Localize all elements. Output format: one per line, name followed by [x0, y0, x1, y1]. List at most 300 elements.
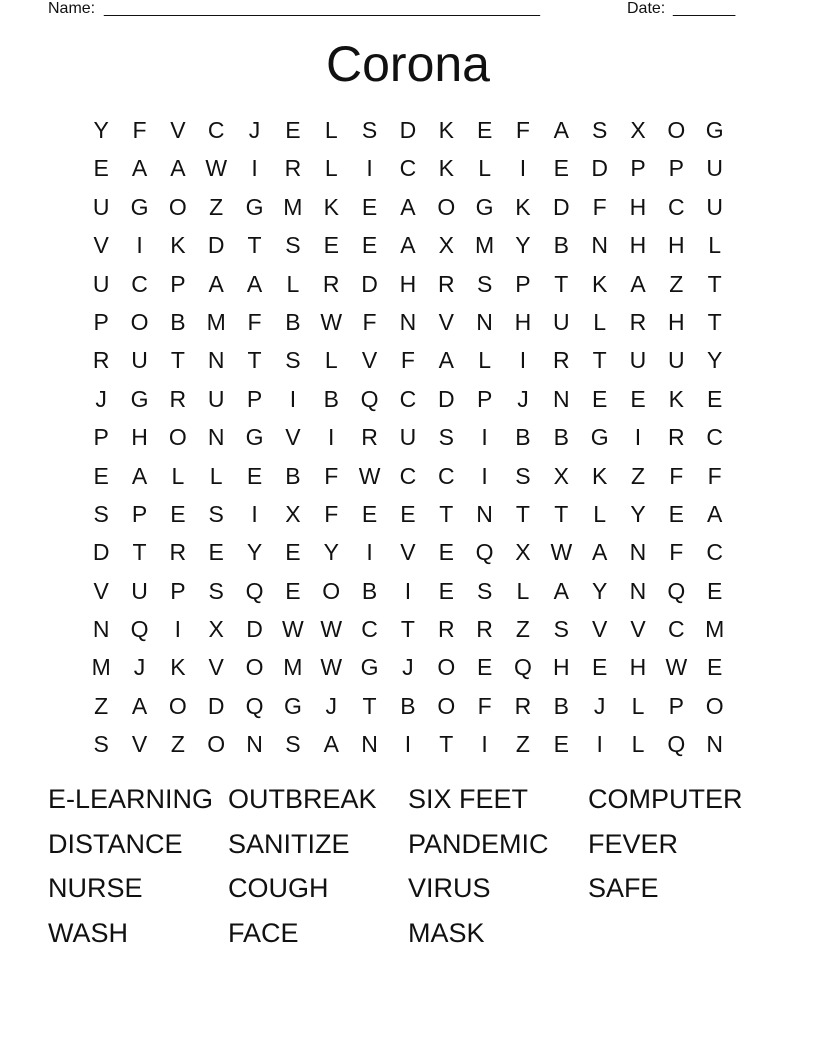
grid-cell: E [476, 654, 493, 681]
grid-cell: E [170, 500, 186, 527]
grid-cell: K [323, 193, 339, 220]
grid-cell: Y [707, 347, 723, 374]
grid-cell: G [130, 193, 149, 220]
grid-cell: S [93, 500, 109, 527]
grid-cell: P [630, 155, 646, 182]
grid-cell: B [323, 385, 339, 412]
grid-cell: E [285, 539, 301, 566]
grid-cell: C [668, 193, 685, 220]
grid-row [82, 341, 734, 379]
grid-cell: T [247, 232, 262, 259]
grid-cell: K [515, 193, 531, 220]
grid-cell: P [93, 424, 109, 451]
grid-cell: L [171, 462, 185, 489]
grid-cell: F [669, 539, 684, 566]
grid-cell: U [629, 347, 647, 374]
grid-row [82, 457, 734, 495]
word-bank-item: PANDEMIC [408, 828, 549, 859]
grid-cell: A [170, 155, 186, 182]
date-line: _______ [673, 0, 736, 17]
grid-cell: R [437, 616, 455, 643]
grid-cell: U [552, 308, 570, 335]
grid-cell: N [552, 385, 570, 412]
grid-cell: J [248, 117, 261, 143]
grid-cell: I [251, 500, 258, 527]
grid-row [82, 572, 734, 610]
grid-cell: A [591, 539, 608, 566]
grid-cell: N [629, 539, 647, 566]
grid-cell: T [170, 347, 185, 374]
grid-row [82, 111, 734, 149]
grid-cell: S [93, 731, 109, 758]
name-label: Name: [48, 0, 96, 17]
grid-cell: I [251, 155, 258, 182]
grid-cell: U [207, 385, 225, 412]
grid-cell: I [481, 731, 488, 758]
grid-cell: U [131, 347, 148, 374]
grid-cell: S [285, 731, 301, 758]
grid-cell: I [519, 155, 527, 182]
grid-cell: G [130, 385, 149, 412]
page-title: Corona [326, 36, 490, 92]
word-bank-item: NURSE [48, 873, 143, 904]
grid-cell: E [285, 577, 301, 604]
grid-cell: H [668, 232, 685, 259]
grid-cell: L [478, 155, 491, 182]
grid-cell: B [285, 462, 301, 489]
word-bank-item: OUTBREAK [228, 784, 377, 814]
grid-cell: T [439, 500, 454, 527]
grid-cell: W [550, 539, 573, 566]
grid-cell: R [92, 347, 110, 374]
grid-cell: O [168, 692, 187, 719]
grid-cell: B [553, 424, 569, 451]
grid-cell: E [668, 500, 684, 527]
grid-cell: X [553, 462, 569, 489]
grid-cell: X [630, 117, 646, 143]
grid-cell: Q [667, 577, 686, 604]
grid-cell: B [285, 308, 301, 335]
grid-cell: S [208, 577, 224, 604]
grid-cell: F [707, 462, 722, 489]
grid-cell: L [516, 577, 530, 604]
grid-cell: W [665, 654, 688, 681]
name-line: _________________________________________________ [104, 0, 541, 17]
grid-cell: G [705, 117, 724, 143]
grid-cell: A [131, 462, 148, 489]
grid-cell: C [207, 117, 225, 143]
grid-cell: D [361, 270, 378, 297]
grid-cell: P [668, 692, 684, 719]
grid-cell: R [629, 308, 647, 335]
grid-cell: E [707, 385, 723, 412]
grid-cell: K [438, 117, 454, 143]
grid-cell: B [515, 424, 531, 451]
grid-cell: B [361, 577, 378, 604]
grid-cell: F [132, 117, 147, 143]
grid-cell: N [399, 308, 417, 335]
grid-cell: M [475, 232, 495, 259]
grid-row [82, 188, 734, 226]
word-bank-item: WASH [48, 917, 128, 948]
word-bank-item: SANITIZE [228, 828, 350, 859]
grid-cell: R [514, 692, 532, 719]
word-bank-item: SIX FEET [408, 784, 529, 814]
grid-cell: C [668, 616, 685, 643]
grid-cell: C [399, 462, 417, 489]
grid-cell: P [170, 270, 186, 297]
grid-cell: B [553, 232, 569, 259]
grid-cell: V [400, 539, 416, 566]
grid-cell: R [322, 270, 340, 297]
grid-cell: F [669, 462, 684, 489]
grid-cell: O [168, 424, 187, 451]
grid-cell: R [169, 539, 187, 566]
grid-cell: S [591, 117, 608, 143]
grid-cell: L [478, 347, 491, 374]
grid-cell: I [289, 385, 297, 412]
grid-cell: X [515, 539, 531, 566]
grid-cell: G [475, 193, 494, 220]
grid-cell: V [630, 616, 646, 643]
word-bank-item: FEVER [588, 828, 679, 859]
grid-cell: I [596, 731, 603, 758]
grid-cell: M [283, 654, 303, 681]
grid-cell: S [553, 616, 569, 643]
grid-cell: T [362, 692, 377, 719]
grid-cell: M [705, 616, 725, 643]
grid-cell: C [706, 424, 723, 451]
grid-cell: G [590, 424, 609, 451]
grid-cell: N [591, 232, 608, 259]
grid-cell: X [285, 500, 301, 527]
grid-cell: A [208, 270, 224, 297]
grid-cell: K [668, 385, 684, 412]
grid-cell: Y [323, 539, 339, 566]
grid-cell: E [208, 539, 224, 566]
grid-cell: A [630, 270, 646, 297]
word-bank-item: COUGH [228, 873, 329, 904]
grid-cell: J [593, 692, 606, 719]
grid-cell: Z [515, 616, 530, 643]
grid-cell: D [552, 193, 570, 220]
grid-cell: C [437, 462, 455, 489]
grid-cell: R [361, 424, 378, 451]
grid-cell: H [668, 308, 685, 335]
grid-cell: Z [170, 731, 185, 758]
grid-cell: J [402, 654, 414, 681]
grid-cell: P [246, 385, 263, 412]
grid-cell: A [438, 347, 454, 374]
grid-cell: M [206, 308, 226, 335]
grid-row [82, 380, 734, 418]
grid-cell: A [246, 270, 263, 297]
grid-cell: S [476, 577, 493, 604]
grid-row [82, 418, 734, 456]
grid-cell: O [130, 308, 149, 335]
word-bank-item: E-LEARNING [48, 784, 214, 814]
grid-cell: B [553, 692, 569, 719]
grid-cell: E [361, 232, 378, 259]
grid-cell: A [553, 577, 569, 604]
grid-cell: Z [209, 193, 224, 220]
grid-cell: T [439, 731, 454, 758]
grid-cell: U [668, 347, 685, 374]
grid-cell: W [205, 155, 228, 182]
grid-cell: T [132, 539, 147, 566]
grid-cell: K [591, 462, 608, 489]
grid-cell: M [283, 193, 303, 220]
grid-cell: H [629, 193, 647, 220]
grid-cell: H [552, 654, 570, 681]
grid-row [82, 610, 734, 648]
grid-cell: I [634, 424, 642, 451]
grid-row [82, 149, 734, 187]
grid-cell: F [592, 193, 607, 220]
word-bank-item: SAFE [588, 873, 659, 904]
grid-cell: H [131, 424, 148, 451]
grid-cell: F [247, 308, 262, 335]
grid-cell: H [629, 654, 647, 681]
grid-cell: B [400, 692, 416, 719]
grid-cell: K [170, 654, 186, 681]
grid-cell: Q [245, 692, 264, 719]
grid-cell: I [366, 539, 373, 566]
grid-cell: Y [630, 500, 646, 527]
grid-row [82, 495, 734, 533]
grid-cell: O [245, 654, 264, 681]
word-bank-item: MASK [408, 917, 485, 948]
grid-cell: S [438, 424, 454, 451]
grid-cell: N [92, 616, 110, 643]
grid-cell: C [706, 539, 723, 566]
grid-cell: T [554, 270, 569, 297]
grid-cell: F [324, 462, 339, 489]
grid-cell: W [320, 616, 343, 643]
grid-cell: B [170, 308, 186, 335]
grid-cell: N [476, 308, 493, 335]
grid-cell: Z [94, 692, 109, 719]
grid-cell: C [399, 155, 417, 182]
grid-cell: Q [514, 654, 532, 681]
grid-cell: V [208, 654, 224, 681]
grid-cell: Q [130, 616, 149, 643]
grid-cell: E [361, 500, 378, 527]
grid-cell: I [404, 731, 412, 758]
grid-cell: Y [93, 117, 109, 143]
grid-cell: W [358, 462, 381, 489]
grid-cell: G [245, 424, 264, 451]
grid-cell: Z [669, 270, 684, 297]
grid-cell: O [322, 577, 341, 604]
grid-cell: R [284, 155, 302, 182]
grid-cell: R [169, 385, 187, 412]
grid-cell: F [515, 117, 530, 143]
grid-cell: R [552, 347, 570, 374]
word-bank-item: VIRUS [408, 873, 491, 904]
grid-cell: G [245, 193, 264, 220]
grid-cell: E [438, 577, 454, 604]
grid-cell: I [481, 462, 488, 489]
grid-cell: C [131, 270, 148, 297]
grid-cell: U [131, 577, 148, 604]
grid-cell: O [437, 692, 456, 719]
grid-cell: O [168, 193, 187, 220]
word-bank-item: DISTANCE [48, 828, 183, 859]
grid-cell: L [209, 462, 223, 489]
grid-cell: R [437, 270, 455, 297]
grid-cell: J [517, 385, 529, 412]
grid-cell: N [629, 577, 647, 604]
grid-cell: Q [475, 539, 494, 566]
grid-cell: L [593, 500, 607, 527]
grid-cell: I [404, 577, 412, 604]
grid-cell: E [285, 117, 301, 143]
grid-cell: V [361, 347, 378, 374]
grid-cell: T [707, 270, 722, 297]
grid-cell: D [207, 232, 225, 259]
grid-cell: P [93, 308, 109, 335]
grid-cell: S [285, 347, 301, 374]
grid-cell: E [591, 654, 608, 681]
grid-row [82, 648, 734, 686]
grid-row [82, 265, 734, 303]
grid-cell: F [324, 500, 339, 527]
grid-cell: I [481, 424, 488, 451]
grid-cell: P [131, 500, 148, 527]
grid-row [82, 725, 734, 763]
grid-cell: L [593, 308, 607, 335]
grid-cell: P [668, 155, 684, 182]
grid-cell: G [283, 692, 302, 719]
grid-cell: T [247, 347, 262, 374]
grid-cell: N [361, 731, 378, 758]
word-bank-item: FACE [228, 917, 299, 948]
grid-cell: V [93, 232, 109, 259]
grid-cell: J [325, 692, 337, 719]
grid-cell: O [207, 731, 226, 758]
grid-cell: X [438, 232, 454, 259]
grid-cell: E [591, 385, 608, 412]
grid-row [82, 303, 734, 341]
grid-cell: V [285, 424, 301, 451]
grid-cell: H [399, 270, 417, 297]
grid-cell: N [706, 731, 723, 758]
grid-cell: Q [667, 731, 686, 758]
grid-cell: E [438, 539, 454, 566]
grid-cell: L [324, 155, 338, 182]
grid-cell: T [707, 308, 722, 335]
grid-cell: Y [246, 539, 263, 566]
grid-cell: D [246, 616, 263, 643]
grid-cell: S [361, 117, 378, 143]
grid-cell: L [324, 347, 338, 374]
grid-cell: S [208, 500, 224, 527]
grid-cell: K [170, 232, 186, 259]
grid-cell: I [366, 155, 373, 182]
grid-cell: V [438, 308, 454, 335]
grid-cell: I [519, 347, 527, 374]
grid-cell: D [207, 692, 225, 719]
grid-cell: W [320, 654, 343, 681]
grid-cell: F [400, 347, 415, 374]
grid-cell: E [400, 500, 416, 527]
grid-cell: Z [515, 731, 530, 758]
grid-cell: U [92, 270, 110, 297]
grid-cell: S [285, 232, 301, 259]
grid-cell: O [705, 692, 724, 719]
grid-cell: Q [360, 385, 379, 412]
grid-cell: R [476, 616, 493, 643]
grid-cell: Y [515, 232, 531, 259]
grid-cell: N [246, 731, 263, 758]
grid-cell: E [93, 462, 109, 489]
grid-cell: A [131, 692, 148, 719]
grid-cell: E [476, 117, 493, 143]
grid-cell: Q [245, 577, 264, 604]
grid-cell: E [246, 462, 263, 489]
grid-cell: E [630, 385, 646, 412]
grid-cell: I [328, 424, 335, 451]
grid-cell: O [437, 193, 456, 220]
grid-cell: J [133, 654, 146, 681]
grid-cell: V [131, 731, 148, 758]
grid-cell: L [708, 232, 722, 259]
grid-cell: L [631, 692, 645, 719]
grid-cell: A [400, 193, 416, 220]
grid-cell: D [591, 155, 608, 182]
letter-grid [82, 111, 734, 764]
word-bank [48, 780, 768, 958]
grid-cell: T [400, 616, 415, 643]
grid-cell: E [361, 193, 378, 220]
grid-cell: T [515, 500, 530, 527]
grid-cell: O [667, 117, 686, 143]
grid-cell: G [360, 654, 379, 681]
word-bank-item: COMPUTER [588, 784, 743, 814]
grid-cell: O [437, 654, 456, 681]
grid-cell: M [91, 654, 111, 681]
grid-cell: E [707, 577, 723, 604]
grid-cell: K [591, 270, 608, 297]
grid-cell: X [208, 616, 224, 643]
grid-cell: I [136, 232, 143, 259]
grid-cell: U [706, 155, 723, 182]
grid-cell: E [323, 232, 339, 259]
grid-cell: A [131, 155, 148, 182]
grid-cell: P [476, 385, 493, 412]
grid-cell: P [170, 577, 186, 604]
grid-cell: D [399, 117, 417, 143]
grid-cell: T [554, 500, 569, 527]
grid-cell: L [631, 731, 645, 758]
grid-row [82, 226, 734, 264]
grid-cell: E [553, 155, 569, 182]
grid-cell: U [706, 193, 723, 220]
grid-cell: W [282, 616, 304, 643]
grid-cell: N [476, 500, 493, 527]
grid-cell: D [437, 385, 455, 412]
date-label: Date: [627, 0, 666, 17]
grid-cell: N [207, 424, 225, 451]
grid-cell: N [207, 347, 225, 374]
grid-cell: Z [630, 462, 646, 489]
grid-cell: U [399, 424, 417, 451]
grid-cell: J [95, 385, 107, 412]
grid-cell: A [400, 232, 416, 259]
grid-cell: E [707, 654, 723, 681]
grid-cell: H [514, 308, 532, 335]
